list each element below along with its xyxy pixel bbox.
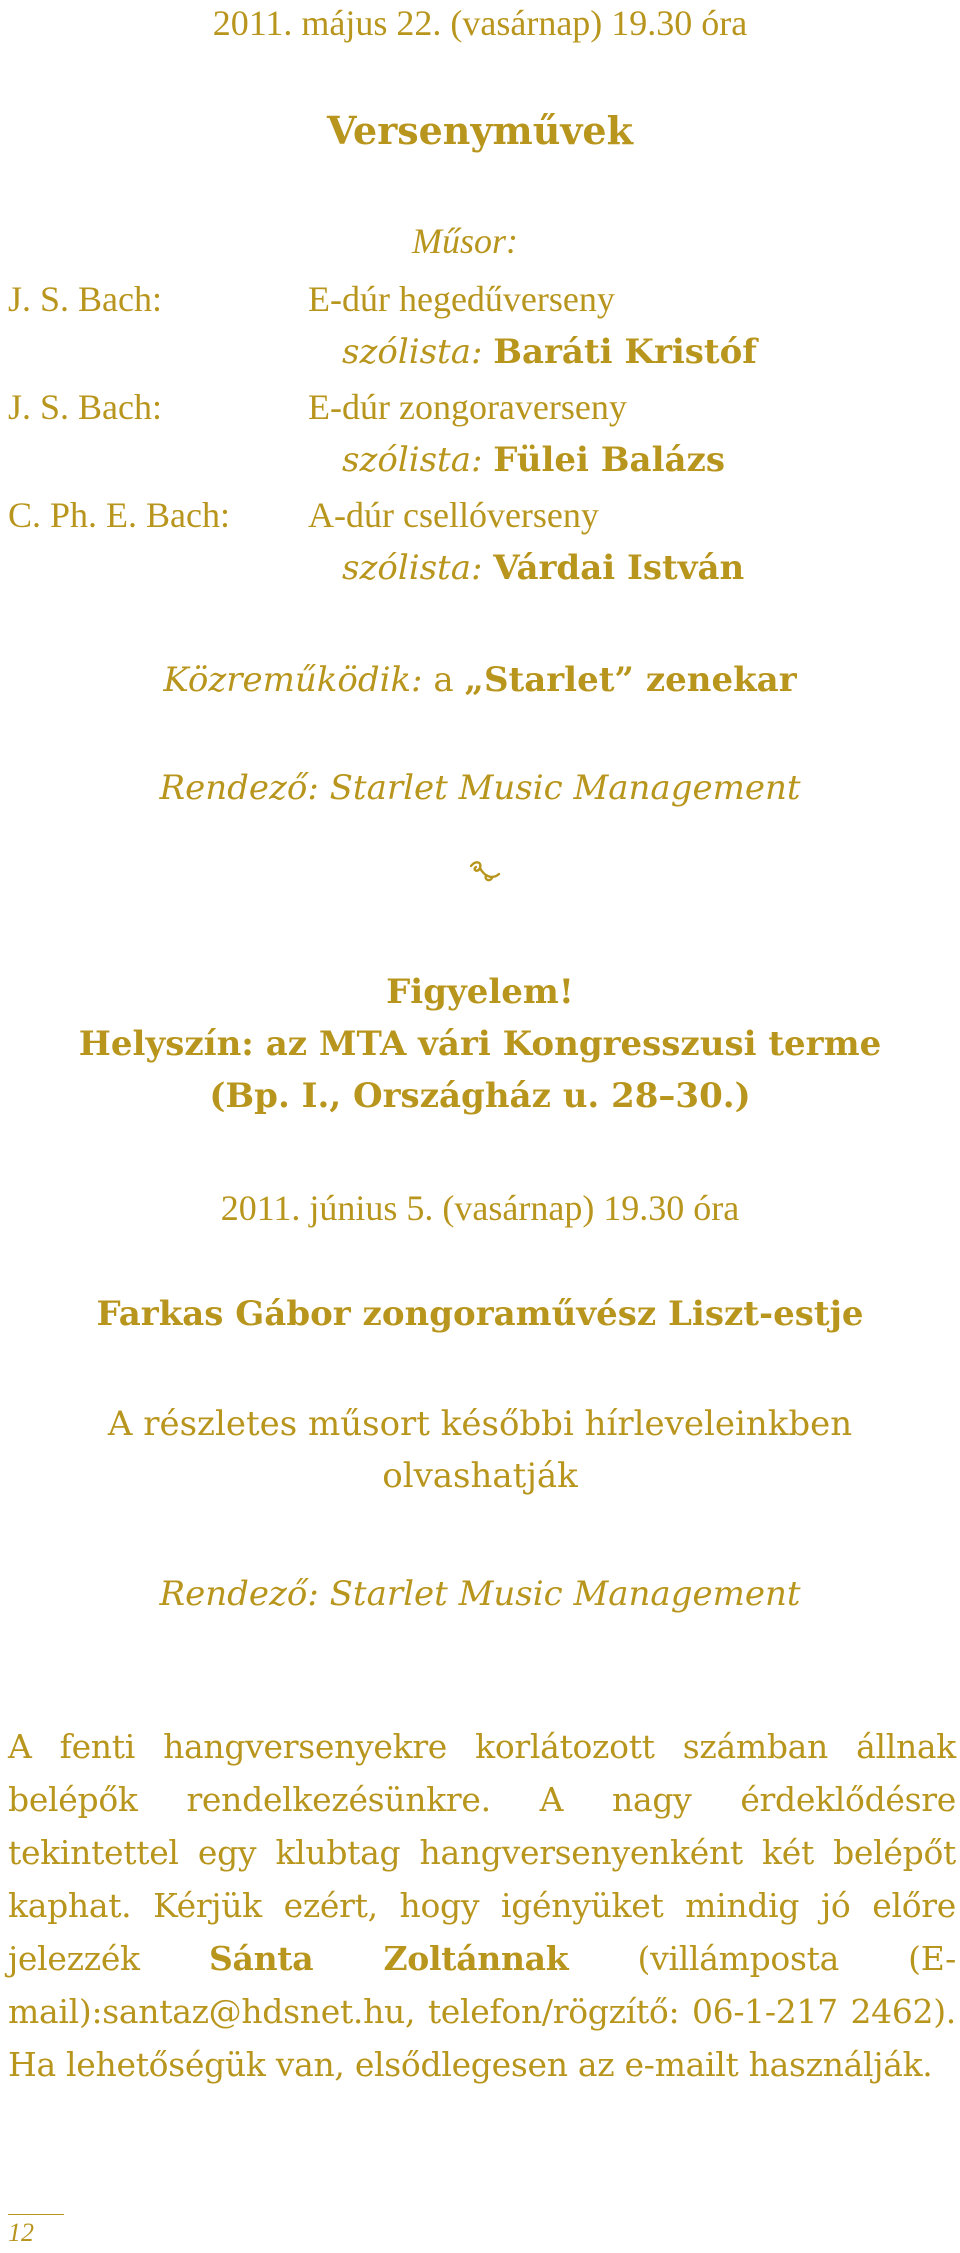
- soloist-label: szólista:: [342, 440, 483, 480]
- program-work: E-dúr zongoraverseny: [308, 387, 627, 427]
- contact-name: Sánta Zoltánnak: [208, 1939, 569, 1978]
- organizer-line: Rendező: Starlet Music Management: [159, 768, 801, 808]
- program-details: A részletes műsort későbbi hírleveleinkben: [107, 1404, 853, 1444]
- program-soloist: [342, 440, 725, 480]
- program-work: E-dúr hegedűverseny: [308, 279, 615, 319]
- participant-name: „Starlet” zenekar: [464, 660, 797, 700]
- soloist-name: Baráti Kristóf: [493, 332, 757, 372]
- program-details: olvashatják: [382, 1456, 578, 1496]
- program-composer: C. Ph. E. Bach:: [8, 495, 230, 535]
- program-soloist: [342, 332, 757, 372]
- soloist-name: Várdai István: [493, 548, 745, 588]
- paragraph-text: (villámposta (E-mail):santaz@hdsnet.hu, telefon/rögzítő: 06-1-217 2462). Ha lehetőségük van, elsődlegesen az e-mailt használják.: [8, 1939, 956, 2084]
- fleuron-icon: [468, 860, 502, 884]
- concert-title: Versenyművek: [327, 108, 633, 153]
- program-label: Műsor:: [412, 221, 518, 261]
- soloist-label: szólista:: [342, 332, 483, 372]
- page-number: 12: [8, 2218, 34, 2247]
- program-composer: J. S. Bach:: [8, 279, 163, 319]
- program-work: A-dúr csellóverseny: [308, 495, 599, 535]
- participant-prefix: a: [433, 660, 454, 700]
- notice-venue: Helyszín: az MTA vári Kongresszusi terme: [78, 1024, 882, 1064]
- notice-heading: Figyelem!: [386, 972, 574, 1012]
- participant-line: [0, 660, 960, 700]
- notice-address: (Bp. I., Országház u. 28–30.): [209, 1076, 751, 1116]
- soloist-label: szólista:: [342, 548, 483, 588]
- concert-date: [0, 1187, 960, 1229]
- program-composer: J. S. Bach:: [8, 387, 163, 427]
- ticket-info-paragraph: [8, 1720, 956, 2091]
- participant-label: Közreműködik:: [163, 660, 423, 700]
- concert-title: Farkas Gábor zongoraművész Liszt-estje: [96, 1294, 864, 1334]
- organizer-line: Rendező: Starlet Music Management: [159, 1574, 801, 1614]
- footer-rule: [8, 2214, 64, 2215]
- program-soloist: [342, 548, 744, 588]
- concert-date-text: 2011. június 5. (vasárnap) 19.30 óra: [220, 1188, 740, 1228]
- concert-date: 2011. május 22. (vasárnap) 19.30 óra: [212, 3, 748, 43]
- soloist-name: Fülei Balázs: [493, 440, 725, 480]
- paragraph-text: A fenti hangversenyekre korlátozott számban állnak belépők rendelkezésünkre. A nagy érdeklődésre tekintettel egy klubtag hangversenyenként két belépőt kaphat. Kérjük ezért, hogy igényüket mindig jó előre jelezzék: [8, 1727, 956, 1978]
